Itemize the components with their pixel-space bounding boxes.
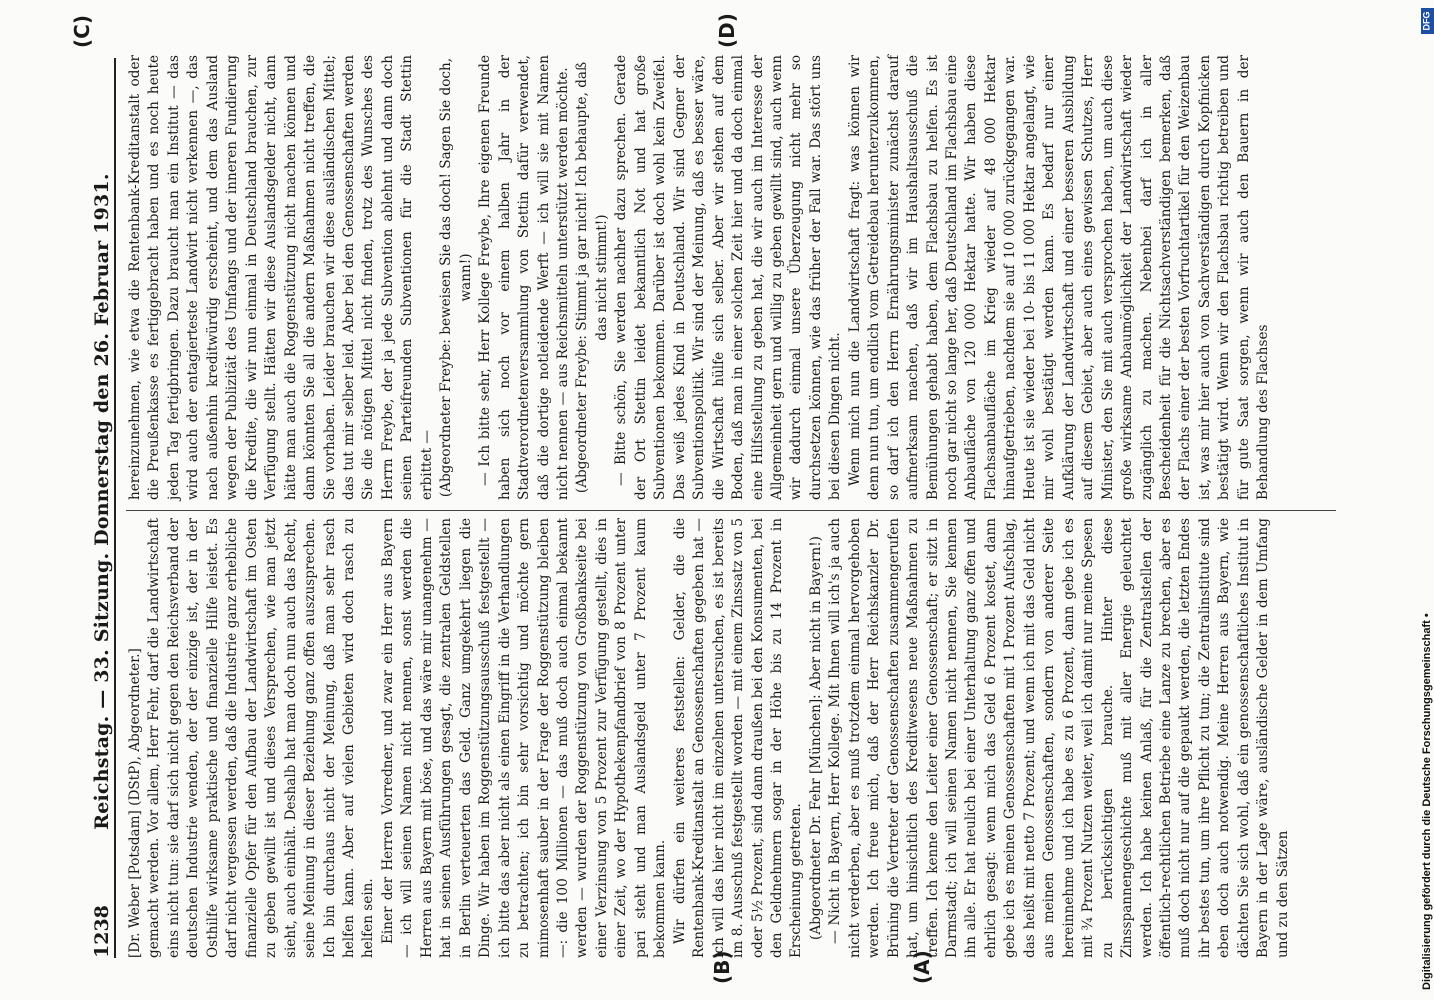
page-header <box>84 58 116 958</box>
paragraph: Wenn mich nun die Landwirtschaft fragt: was können wir denn nun tun, um endlich vom Getreidebau herunterzukommen, so darf ich den Herrn Ernährungsminister zunächst darauf aufmerksam machen, daß wir im Haushaltsausschuß die Bemühungen gehabt haben, dem Flachsbau zu helfen. Es ist noch gar nicht so lange her, daß Deutschland im Flachsbau eine Anbaufläche von 120 000 Hektar hatte. Wir haben diese Flachsanbaufläche im Krieg wieder auf 48 000 Hektar hinaufgetrieben, nachdem sie auf 10 000 zurückgegangen war. Heute ist sie wieder bei 10- bis 11 000 Hektar angelangt, wie mir wohl bestätigt werden kann. Es bedarf nur einer Aufklärung der Landwirtschaft und einer besseren Ausbildung auf diesem Gebiet, aber auch eines gewissen Schutzes, Herr Minister, den Sie mit auch versprochen haben, um auch diese große wirksame Anbaumöglichkeit der Landwirtschaft wieder zugänglich zu machen. Nebenbei darf ich in aller Bescheidenheit für die Nichtsachverständigen bemerken, daß der Flachs einer der besten Vorfruchtartikel für den Weizenbau ist, was mir hier auch von Sachverständigen durch Kopfnicken bestätigt wird. Wenn wir den Flachsbau richtig betreiben und für gute Saat sorgen, wenn wir auch den Bauern in der Behandlung des Flachses <box>846 55 1272 500</box>
column-divider <box>126 510 1336 511</box>
digitization-sidebar <box>1418 0 1434 1000</box>
margin-marker-c: (C) <box>70 15 94 48</box>
interjection: (Abgeordneter Dr. Fehr [München]: Aber nicht in Bayern!) <box>807 536 824 940</box>
right-column <box>126 55 1274 500</box>
dfg-badge-text: DFG <box>1421 11 1432 31</box>
paragraph: hereinzunehmen, wie etwa die Rentenbank-Kreditanstalt oder die Preußenkasse es fertiggebracht haben und es noch heute jeden Tag fertigbringen. Dazu braucht man ein Institut — das wird auch der entagierteste Landwirt nicht verkennen —, das nach außenhin kreditwürdig erscheint, und dem das Ausland wegen der Publizität des Umfangs und der inneren Fundierung die Kredite, die wir nun einmal in Deutschland brauchen, zur Verfügung stellt. Hätten wir diese Auslandsgelder nicht, dann hätte man auch die Roggenstützung nicht machen können und dann könnten Sie all die andern Maßnahmen nicht treffen, die Sie vorhaben. Leider brauchen wir diese ausländischen Mittel; das tut mir selber leid. Aber bei den Genossenschaften werden Sie die nötigen Mittel nicht finden, trotz des Wunsches des Herrn Freybe, der ja jede Subvention ablehnt und dann doch seinen Parteifreunden Subventionen für die Stadt Stettin erbittet — <box>127 55 435 500</box>
margin-marker-d: (D) <box>715 13 739 48</box>
paragraph: gemacht werden. Vor allem, Herr Fehr, darf die Landwirtschaft eins nicht tun: sie darf sich nicht gegen den Reichsverband der deutschen Industrie wenden, der der einzige ist, der in der Osthilfe wirksame praktische und finanzielle Hilfe leistet. Es darf nicht vergessen werden, daß die Industrie ganz erhebliche finanzielle Opfer für den Aufbau der Landwirtschaft im Osten zu geben gewillt ist und dieses Versprechen, wie man jetzt sieht, auch einhält. Deshalb hat man doch nun auch das Recht, seine Meinung in dieser Beziehung ganz offen auszusprechen. Ich bin durchaus nicht der Meinung, daß man sehr rasch helfen kann. Aber auf vielen Gebieten wird doch rasch zu helfen sein. <box>146 518 377 958</box>
margin-marker-b: (B) <box>710 950 734 984</box>
speaker-line: [Dr. Weber [Potsdam] (DStP), Abgeordneter.] <box>127 648 143 958</box>
paragraph: — Ich bitte sehr, Herr Kollege Freybe, Ihre eigenen Freunde haben sich noch vor einem halben Jahr in der Stadtverordnetenversammlung von Stettin dafür verwendet, daß die dortige notleidende Werft — ich will sie mit Namen nicht nennen — aus Reichsmitteln unterstützt werden möchte. <box>477 55 571 500</box>
page-title: Reichstag. — 33. Sitzung. Donnerstag den 26. Februar 1931. <box>91 173 113 830</box>
page-number: 1238 <box>91 905 113 958</box>
interjection: (Abgeordneter Freybe: Stimmt ja gar nicht! Ich behaupte, daß das nicht stimmt!) <box>574 61 610 494</box>
paragraph: Einer der Herren Vorredner, und zwar ein Herr aus Bayern — ich will seinen Namen nicht nennen, sonst werden die Herren aus Bayern mit böse, und das wäre mir unangenehm — hat in seinen Ausführungen gesagt, die zentralen Geldstellen in Berlin verteuerten das Geld. Ganz umgekehrt liegen die Dinge. Wir haben im Roggenstützungsausschuß festgestellt — ich bitte das aber nicht als einen Eingriff in die Verhandlungen zu betrachten; ich bin sehr vorsichtig und möchte gern mimosenhaft sauber in der Frage der Roggenstützung bleiben —: die 100 Millionen — das muß doch auch einmal bekannt werden — wurden der Roggenstützung von Großbankseite bei einer Verzinsung von 5 Prozent zur Verfügung gestellt, dies in einer Zeit, wo der Hypothekenpfandbrief von 8 Prozent unter pari steht und man Auslandsgeld unter 7 Prozent kaum bekommen kann. <box>379 518 669 958</box>
left-column <box>126 518 1293 958</box>
digitization-note: Digitalisierung gefördert durch die Deutsche Forschungsgemeinschaft • <box>1421 613 1433 990</box>
paragraph: — Bitte schön, Sie werden nachher dazu sprechen. Gerade der Ort Stettin leidet bekanntlich Not und hat große Subventionen bekommen. Darüber ist doch wohl kein Zweifel. Das weiß jedes Kind in Deutschland. Wir sind Gegner der Subventionspolitik. Wir sind der Meinung, daß es besser wäre, die Wirtschaft hülfe sich selber. Aber wir stehen auf dem Boden, daß man in einer solchen Zeit hier und da doch einmal eine Hilfsstellung zu geben hat, die wir auch im Interesse der Allgemeinheit gern und willig zu geben gewillt sind, auch wenn wir dadurch einmal unsere Überzeugung nicht mehr so durchsetzen können, wie das früher der Fall war. Das stört uns bei diesen Dingen nicht. <box>613 55 844 500</box>
paragraph: — Nicht in Bayern, Herr Kollege. Mit Ihnen will ich's ja auch nicht verderben, aber es muß trotzdem einmal hervorgehoben werden. Ich freue mich, daß der Herr Reichskanzler Dr. Brüning die Vertreter der Genossenschaften zusammengerufen hat, um hinsichtlich des Kreditwesens neue Maßnahmen zu treffen. Ich kenne den Leiter einer Genossenschaft; er sitzt in Darmstadt; ich will seinen Namen nicht nennen, Sie kennen ihn alle. Er hat neulich bei einer Unterhaltung ganz offen und ehrlich gesagt: wenn mich das Geld 6 Prozent kostet, dann gebe ich es meinen Genossenschaften mit 1 Prozent Aufschlag, das heißt mit netto 7 Prozent; und wenn ich mit das Geld nicht aus meinen Genossenschaften, sondern von anderer Seite hereinnehme und ich habe es zu 6 Prozent, dann gebe ich es mit ¾ Prozent Nutzen weiter, weil ich damit nur meine Spesen zu berücksichtigen brauche. Hinter diese Zinsspannengeschichte muß mit aller Energie geleuchtet werden. Ich habe keinen Anlaß, für die Zentralstellen der öffentlich-rechtlichen Betriebe eine Lanze zu brechen, aber es muß doch nicht nur auf die gepaukt werden, die letzten Endes ihr bestes tun, um ihre Pflicht zu tun; die Zentralinstitute sind eben doch auch notwendig. Meine Herren aus Bayern, wie dächten Sie sich wohl, daß ein genossenschaftliches Institut in Bayern in der Lage wäre, ausländische Gelder in dem Umfang und zu den Sätzen <box>827 518 1291 958</box>
dfg-logo-badge <box>1421 8 1434 34</box>
interjection: (Abgeordneter Freybe: beweisen Sie das doch! Sagen Sie doch, wann!) <box>438 57 474 498</box>
margin-marker-a: (A) <box>910 950 934 984</box>
paragraph: Wir dürfen ein weiteres feststellen: Gelder, die die Rentenbank-Kreditanstalt an Genossenschaften gegeben hat — ich will das hier nicht im einzelnen untersuchen, es ist bereits im 8. Ausschuß festgestellt worden — mit einem Zinssatz von 5 oder 5½ Prozent, sind dann draußen bei den Konsumenten, bei den Geldnehmern sogar in der Höhe bis zu 14 Prozent in Erscheinung getreten. <box>671 518 805 958</box>
